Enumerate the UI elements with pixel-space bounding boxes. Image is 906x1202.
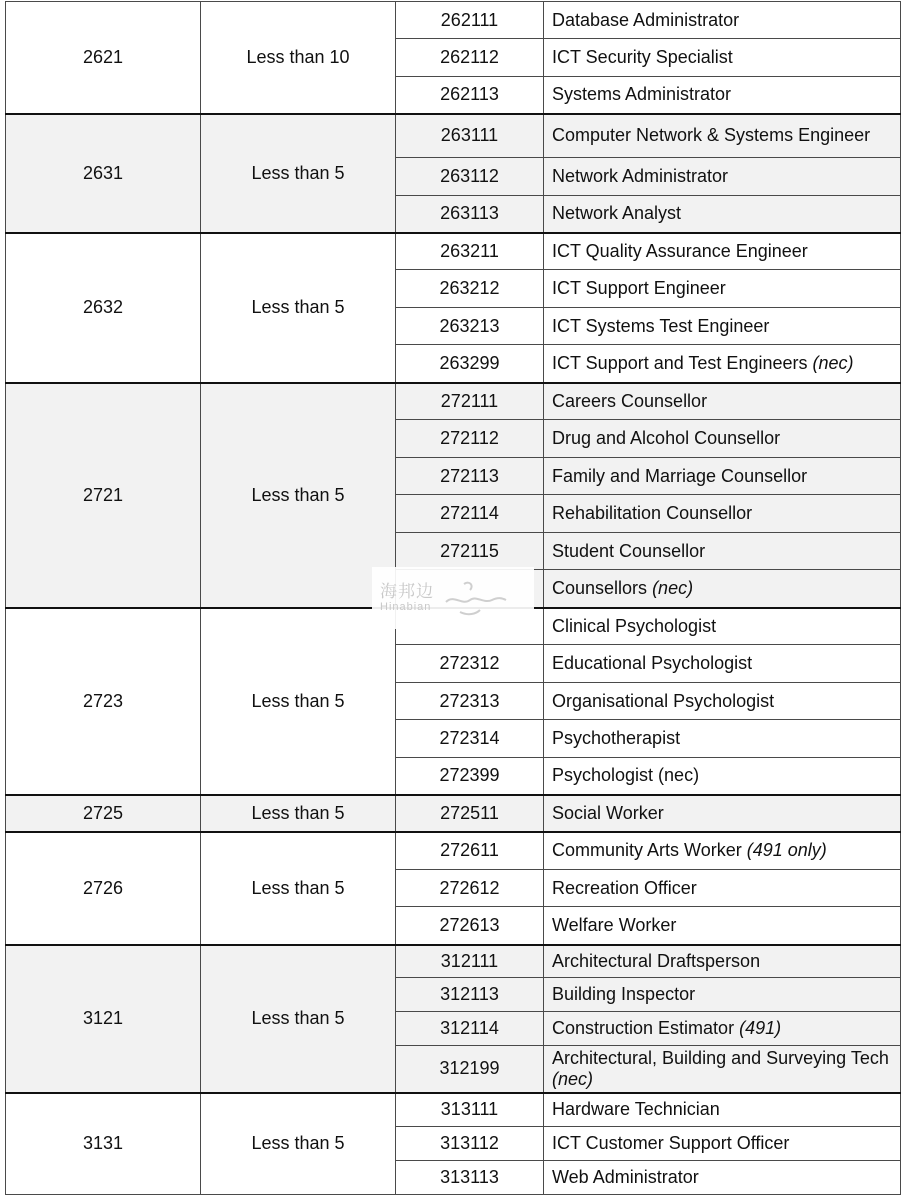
occupation-cell xyxy=(544,1127,901,1161)
anzsco-code: 263211 xyxy=(396,233,544,270)
occupation-cell xyxy=(544,114,901,158)
watermark-swirl-icon xyxy=(440,576,510,620)
ceiling-value: Less than 5 xyxy=(201,233,396,383)
occupation-cell xyxy=(544,1012,901,1046)
unit-group-code: 2721 xyxy=(6,383,201,608)
occupation-cell xyxy=(544,945,901,978)
anzsco-code: 312114 xyxy=(396,1012,544,1046)
unit-group-2726 xyxy=(6,832,901,945)
anzsco-code: 272399 xyxy=(396,758,544,795)
occupation-cell xyxy=(544,270,901,308)
anzsco-code: 312199 xyxy=(396,1046,544,1093)
ceiling-value: Less than 5 xyxy=(201,795,396,832)
ceiling-value: Less than 5 xyxy=(201,383,396,608)
occupation-note: (nec) xyxy=(652,577,694,598)
occupation-cell xyxy=(544,345,901,383)
occupation-note: (nec) xyxy=(552,1068,594,1089)
unit-group-2632 xyxy=(6,233,901,383)
occupation-title: Family and Marriage Counsellor xyxy=(552,465,808,486)
table-row xyxy=(6,383,901,420)
occupation-title: Educational Psychologist xyxy=(552,653,753,673)
unit-group-code: 2632 xyxy=(6,233,201,383)
anzsco-code: 312111 xyxy=(396,945,544,978)
table-row xyxy=(6,832,901,870)
occupation-cell xyxy=(544,1161,901,1195)
table-row xyxy=(6,114,901,158)
ceiling-value: Less than 5 xyxy=(201,114,396,233)
occupation-cell xyxy=(544,758,901,795)
ceiling-value: Less than 5 xyxy=(201,832,396,945)
occupation-title: Construction Estimator xyxy=(552,1018,735,1038)
anzsco-code: 263111 xyxy=(396,114,544,158)
occupation-title: Network Analyst xyxy=(552,203,682,224)
ceiling-value: Less than 5 xyxy=(201,1093,396,1195)
anzsco-code: 272113 xyxy=(396,458,544,495)
anzsco-code: 313112 xyxy=(396,1127,544,1161)
unit-group-code: 3121 xyxy=(6,945,201,1093)
occupation-title: ICT Quality Assurance Engineer xyxy=(552,240,808,261)
anzsco-code: 272611 xyxy=(396,832,544,870)
unit-group-code: 2725 xyxy=(6,795,201,832)
occupation-cell xyxy=(544,720,901,758)
occupation-title: ICT Security Specialist xyxy=(552,47,733,67)
occupation-cell xyxy=(544,978,901,1012)
unit-group-3131 xyxy=(6,1093,901,1195)
occupation-title: Drug and Alcohol Counsellor xyxy=(552,428,781,448)
occupation-cell xyxy=(544,233,901,270)
occupation-cell xyxy=(544,458,901,495)
anzsco-code: 272613 xyxy=(396,907,544,945)
anzsco-code: 263112 xyxy=(396,158,544,196)
anzsco-code: 272114 xyxy=(396,495,544,533)
occupation-cell xyxy=(544,196,901,233)
occupation-title: Building Inspector xyxy=(552,984,696,1004)
occupation-cell xyxy=(544,158,901,196)
anzsco-code: 262112 xyxy=(396,39,544,77)
occupation-cell xyxy=(544,683,901,720)
unit-group-2725 xyxy=(6,795,901,832)
occupation-title: Welfare Worker xyxy=(552,914,677,935)
occupation-title: ICT Customer Support Officer xyxy=(552,1133,790,1153)
table-row xyxy=(6,2,901,39)
anzsco-code: 272115 xyxy=(396,533,544,570)
occupation-title: Systems Administrator xyxy=(552,84,732,105)
anzsco-code: 272112 xyxy=(396,420,544,458)
occupation-cell xyxy=(544,907,901,945)
occupation-cell xyxy=(544,495,901,533)
occupation-title: Community Arts Worker xyxy=(552,840,742,861)
anzsco-code: 313113 xyxy=(396,1161,544,1195)
anzsco-code: 272511 xyxy=(396,795,544,832)
occupation-cell xyxy=(544,795,901,832)
occupation-note: (491) xyxy=(739,1018,782,1038)
occupation-title: ICT Systems Test Engineer xyxy=(552,315,770,336)
anzsco-code: 272313 xyxy=(396,683,544,720)
occupation-title: Architectural, Building and Surveying Tech xyxy=(552,1047,889,1068)
ceiling-value: Less than 10 xyxy=(201,2,396,114)
unit-group-3121 xyxy=(6,945,901,1093)
occupation-note: (nec) xyxy=(812,352,854,373)
table-row xyxy=(6,233,901,270)
anzsco-code: 263213 xyxy=(396,308,544,345)
occupation-cell xyxy=(544,77,901,114)
occupation-title: Rehabilitation Counsellor xyxy=(552,503,753,523)
occupation-cell xyxy=(544,1093,901,1127)
unit-group-2631 xyxy=(6,114,901,233)
occupation-title: Psychotherapist xyxy=(552,728,681,748)
anzsco-code: 263113 xyxy=(396,196,544,233)
occupation-cell xyxy=(544,533,901,570)
occupation-cell xyxy=(544,1046,901,1093)
occupation-title: Careers Counsellor xyxy=(552,390,708,411)
occupation-cell xyxy=(544,870,901,907)
occupation-title: ICT Support Engineer xyxy=(552,278,726,298)
anzsco-code: 263299 xyxy=(396,345,544,383)
ceiling-value: Less than 5 xyxy=(201,608,396,795)
occupation-title: ICT Support and Test Engineers xyxy=(552,352,808,373)
unit-group-code: 2621 xyxy=(6,2,201,114)
occupation-title: Hardware Technician xyxy=(552,1099,720,1120)
watermark-chinese-text: 海邦边 xyxy=(380,582,434,602)
occupation-title: Web Administrator xyxy=(552,1167,699,1187)
unit-group-code: 2631 xyxy=(6,114,201,233)
occupation-title: Psychologist (nec) xyxy=(552,765,700,786)
occupation-cell xyxy=(544,2,901,39)
unit-group-code: 2723 xyxy=(6,608,201,795)
occupation-cell xyxy=(544,39,901,77)
occupation-title: Architectural Draftsperson xyxy=(552,950,761,971)
anzsco-code: 272312 xyxy=(396,645,544,683)
occupation-cell xyxy=(544,308,901,345)
unit-group-code: 3131 xyxy=(6,1093,201,1195)
occupation-title: Recreation Officer xyxy=(552,877,697,898)
anzsco-code: 262113 xyxy=(396,77,544,114)
table-row xyxy=(6,1093,901,1127)
unit-group-code: 2726 xyxy=(6,832,201,945)
anzsco-code: 312113 xyxy=(396,978,544,1012)
occupation-title: Computer Network & Systems Engineer xyxy=(552,125,871,146)
occupation-title: Database Administrator xyxy=(552,9,740,30)
occupation-cell xyxy=(544,570,901,608)
table-row xyxy=(6,795,901,832)
unit-group-2723 xyxy=(6,608,901,795)
occupation-title: Network Administrator xyxy=(552,166,729,186)
table-row xyxy=(6,945,901,978)
occupation-note: (491 only) xyxy=(746,840,827,861)
occupation-cell xyxy=(544,832,901,870)
occupation-cell xyxy=(544,645,901,683)
anzsco-code: 272314 xyxy=(396,720,544,758)
anzsco-code: 272111 xyxy=(396,383,544,420)
ceiling-value: Less than 5 xyxy=(201,945,396,1093)
occupation-title: Social Worker xyxy=(552,802,664,823)
occupation-cell xyxy=(544,608,901,645)
occupation-title: Organisational Psychologist xyxy=(552,690,775,711)
watermark-english-text: Hinabian xyxy=(380,601,432,613)
occupation-title: Student Counsellor xyxy=(552,540,706,561)
occupation-title: Clinical Psychologist xyxy=(552,615,717,636)
anzsco-code: 272612 xyxy=(396,870,544,907)
occupation-title: Counsellors xyxy=(552,577,648,598)
occupation-cell xyxy=(544,420,901,458)
anzsco-code: 313111 xyxy=(396,1093,544,1127)
anzsco-code: 262111 xyxy=(396,2,544,39)
occupation-cell xyxy=(544,383,901,420)
watermark-logo xyxy=(372,567,534,629)
unit-group-2621 xyxy=(6,2,901,114)
anzsco-code: 263212 xyxy=(396,270,544,308)
